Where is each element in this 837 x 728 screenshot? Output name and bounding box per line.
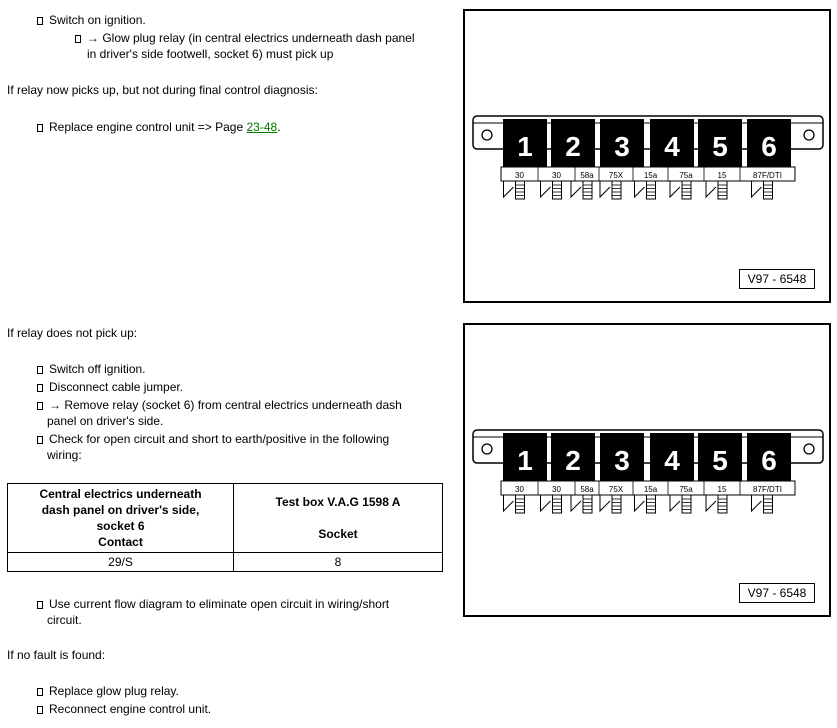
terminal-label: 75X (608, 485, 624, 494)
connector-pin (647, 181, 656, 199)
connector-flap (635, 181, 645, 197)
bullet-icon (37, 124, 43, 132)
connector-flap (541, 495, 551, 511)
step-replace-glow-plug-relay (37, 683, 179, 699)
step-check-open-circuit (37, 431, 389, 463)
terminal-label: 75X (608, 171, 624, 180)
terminal-label: 15a (643, 485, 658, 494)
connector-pin (612, 495, 621, 513)
relay-panel-figure-top (463, 9, 831, 303)
header-contact: Contact (98, 535, 143, 549)
connector-flap (504, 181, 514, 197)
bullet-icon (37, 706, 43, 714)
step-glow-plug-relay (75, 30, 415, 62)
step-switch-on-ignition (37, 12, 146, 28)
step-text: Replace glow plug relay. (49, 684, 179, 698)
connector-flap (504, 495, 514, 511)
connector-flap (635, 495, 645, 511)
bullet-icon (37, 601, 43, 609)
step-text: Use current flow diagram to eliminate open circuit in wiring/short (49, 597, 390, 611)
socket-number-label: 3 (614, 445, 630, 476)
step-text-continued: in driver's side footwell, socket 6) must pick up (87, 47, 334, 61)
connector-flap (752, 181, 762, 197)
figure-code-label: V97 - 6548 (739, 583, 815, 603)
connector-flap (571, 181, 581, 197)
connector-flap (670, 181, 680, 197)
bullet-icon (37, 436, 43, 444)
terminal-label: 87F/DTI (753, 485, 782, 494)
socket-number-label: 1 (517, 131, 533, 162)
header-spacer (238, 510, 438, 526)
cell-socket: 8 (234, 553, 443, 572)
connector-pin (553, 181, 562, 199)
socket-number-label: 2 (565, 131, 581, 162)
bullet-icon (75, 35, 81, 43)
connector-pin (583, 495, 592, 513)
bullet-icon (37, 17, 43, 25)
step-text: Switch off ignition. (49, 362, 146, 376)
step-switch-off-ignition (37, 361, 146, 377)
header-central-electrics (8, 484, 234, 553)
terminal-label: 15a (643, 171, 658, 180)
step-text: → Glow plug relay (in central electrics underneath dash panel (87, 31, 415, 45)
terminal-label: 30 (552, 485, 561, 494)
step-text: Switch on ignition. (49, 13, 146, 27)
socket-number-label: 2 (565, 445, 581, 476)
connector-pin (718, 495, 727, 513)
connector-pin (553, 495, 562, 513)
step-text: Check for open circuit and short to earth/positive in the following (49, 432, 390, 446)
connector-pin (583, 181, 592, 199)
connector-flap (600, 495, 610, 511)
socket-number-label: 6 (761, 445, 777, 476)
step-text-continued: circuit. (47, 613, 82, 627)
terminal-label: 58a (580, 485, 594, 494)
condition-relay-no-pick-up: If relay does not pick up: (7, 326, 138, 340)
terminal-label: 30 (515, 171, 524, 180)
table-header-row (8, 484, 443, 553)
condition-relay-picks-up: If relay now picks up, but not during final control diagnosis: (7, 83, 318, 97)
figure-code-label: V97 - 6548 (739, 269, 815, 289)
step-text-continued: panel on driver's side. (47, 414, 164, 428)
relay-panel-figure-bottom (463, 323, 831, 617)
connector-pin (647, 495, 656, 513)
terminal-label: 30 (552, 171, 561, 180)
step-remove-relay (37, 397, 402, 429)
connector-flap (706, 181, 716, 197)
connector-pin (516, 181, 525, 199)
connector-pin (764, 495, 773, 513)
header-line: Test box V.A.G 1598 A (275, 495, 401, 509)
socket-number-label: 5 (712, 131, 728, 162)
connector-flap (571, 495, 581, 511)
page-link-23-48[interactable]: 23-48 (246, 120, 278, 134)
connector-pin (682, 181, 691, 199)
terminal-label: 58a (580, 171, 594, 180)
relay-panel-diagram (465, 325, 829, 615)
step-text: → Remove relay (socket 6) from central electrics underneath dash (49, 398, 402, 412)
step-current-flow-diagram (37, 596, 389, 628)
connector-flap (706, 495, 716, 511)
socket-number-label: 5 (712, 445, 728, 476)
step-text-continued: wiring: (47, 448, 82, 462)
step-replace-ecu (37, 119, 281, 135)
terminal-label: 87F/DTI (753, 171, 782, 180)
socket-number-label: 6 (761, 131, 777, 162)
terminal-label: 15 (717, 485, 727, 494)
relay-panel-diagram (465, 11, 829, 301)
bullet-icon (37, 384, 43, 392)
connector-flap (600, 181, 610, 197)
mounting-hole-icon (482, 130, 492, 140)
terminal-label: 15 (717, 171, 727, 180)
connector-flap (670, 495, 680, 511)
header-line: Central electrics underneath (39, 487, 202, 501)
socket-number-label: 4 (664, 131, 680, 162)
bullet-icon (37, 366, 43, 374)
mounting-hole-icon (804, 130, 814, 140)
step-text: Replace engine control unit => Page (49, 120, 247, 134)
connector-pin (516, 495, 525, 513)
socket-number-label: 4 (664, 445, 680, 476)
terminal-label: 75a (679, 171, 693, 180)
bullet-icon (37, 402, 43, 410)
connector-pin (764, 181, 773, 199)
step-disconnect-jumper (37, 379, 183, 395)
cell-contact: 29/S (8, 553, 234, 572)
connector-pin (682, 495, 691, 513)
header-socket: Socket (318, 527, 358, 541)
step-reconnect-ecu (37, 701, 211, 717)
connector-pin (718, 181, 727, 199)
condition-no-fault: If no fault is found: (7, 648, 106, 662)
wiring-test-table (7, 483, 443, 572)
mounting-hole-icon (804, 444, 814, 454)
terminal-label: 75a (679, 485, 693, 494)
header-line: dash panel on driver's side, (41, 503, 200, 517)
table-row (8, 553, 443, 572)
connector-flap (752, 495, 762, 511)
bullet-icon (37, 688, 43, 696)
header-test-box (234, 484, 443, 553)
socket-number-label: 3 (614, 131, 630, 162)
step-text: Disconnect cable jumper. (49, 380, 184, 394)
header-line: socket 6 (96, 519, 145, 533)
mounting-hole-icon (482, 444, 492, 454)
connector-pin (612, 181, 621, 199)
socket-number-label: 1 (517, 445, 533, 476)
step-text: Reconnect engine control unit. (49, 702, 212, 716)
punctuation: . (277, 120, 281, 134)
terminal-label: 30 (515, 485, 524, 494)
connector-flap (541, 181, 551, 197)
